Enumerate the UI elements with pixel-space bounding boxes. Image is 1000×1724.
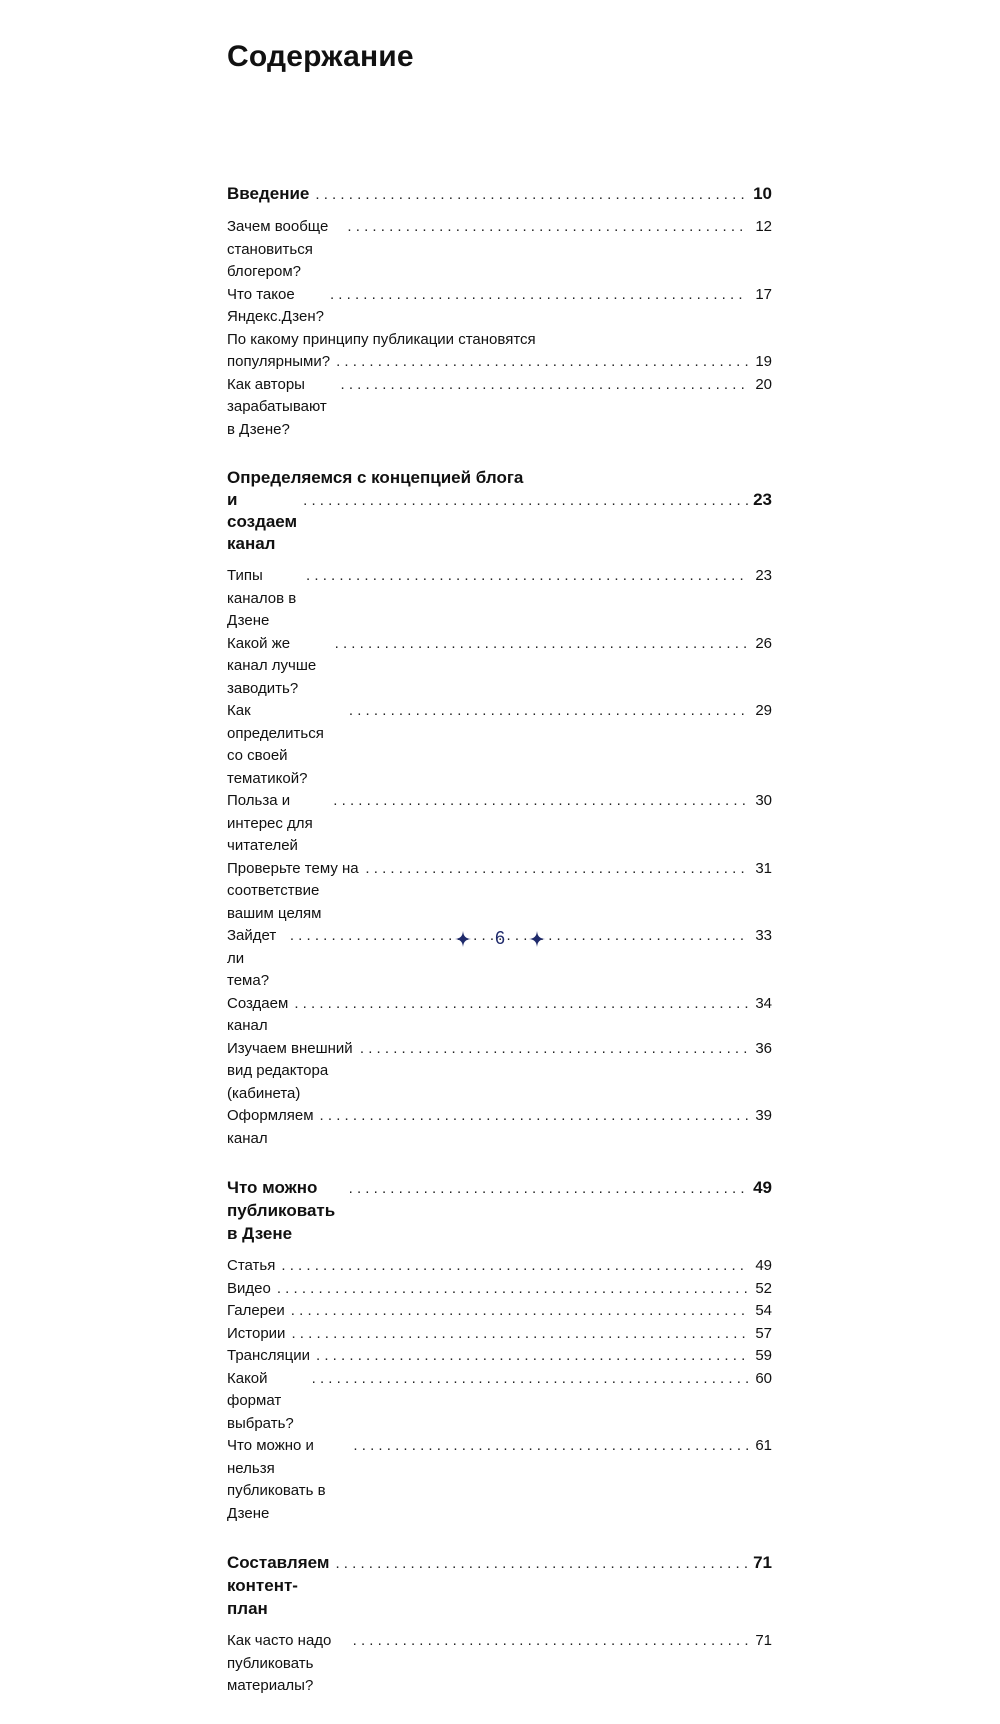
item-page: 19 (755, 353, 772, 370)
item-title: Типы каналов в Дзене (227, 567, 297, 629)
item-page: 52 (755, 1279, 772, 1297)
dot-leader (310, 1345, 748, 1368)
item-title: Какой же канал лучше заводить? (227, 634, 317, 697)
dot-leader (359, 858, 748, 881)
chapter-title-line (227, 489, 772, 555)
toc-item[interactable] (227, 633, 772, 701)
toc-item[interactable] (227, 1300, 772, 1323)
chapter-title: Определяемся с концепцией блога (227, 468, 524, 487)
item-page: 60 (755, 1369, 772, 1387)
dot-leader (285, 1323, 748, 1346)
toc-chapter[interactable] (227, 1176, 772, 1245)
toc-item[interactable] (227, 1368, 772, 1436)
toc-item[interactable] (227, 1435, 772, 1525)
chapter-title: и создаем канал (227, 490, 298, 553)
item-title: Как определиться со своей тематикой? (227, 702, 324, 787)
item-page: 12 (755, 218, 772, 235)
chapter-page: 10 (753, 184, 772, 203)
toc-section-content-plan (227, 1551, 772, 1698)
item-page: 61 (755, 1437, 772, 1454)
chapter-title-line (227, 467, 772, 489)
dot-leader (354, 1038, 748, 1061)
dot-leader (306, 1368, 748, 1391)
item-page: 26 (755, 634, 772, 652)
dot-leader (341, 216, 748, 239)
sparkle-icon (455, 931, 471, 947)
toc-item[interactable] (227, 1038, 772, 1106)
item-title: По какому принципу публикации становятся (227, 330, 536, 348)
toc-item[interactable] (227, 858, 772, 926)
page-footer (0, 928, 1000, 949)
item-title: Оформляем канал (227, 1107, 314, 1147)
toc-item[interactable] (227, 790, 772, 858)
toc-item[interactable] (227, 1105, 772, 1150)
toc-item[interactable] (227, 1323, 772, 1346)
item-title: Польза и интерес для читателей (227, 792, 313, 854)
dot-leader (309, 183, 748, 206)
dot-leader (329, 633, 748, 656)
item-title: Видео (227, 1279, 271, 1297)
item-title: Что такое Яндекс.Дзен? (227, 285, 324, 325)
dot-leader (285, 1300, 748, 1323)
item-page: 30 (755, 792, 772, 809)
toc-chapter[interactable] (227, 1551, 772, 1620)
dot-leader (329, 1552, 748, 1575)
item-title: Трансляции (227, 1347, 311, 1364)
item-page: 49 (755, 1257, 772, 1274)
toc-section-introduction (227, 182, 772, 441)
item-page: 71 (755, 1632, 772, 1649)
item-title: Статья (227, 1257, 276, 1274)
item-page: 20 (755, 375, 772, 393)
item-page: 17 (755, 285, 772, 303)
item-title: Галереи (227, 1302, 285, 1319)
item-page: 39 (755, 1107, 772, 1124)
toc-item[interactable] (227, 700, 772, 790)
item-page: 59 (755, 1347, 772, 1364)
item-title: популярными? (227, 353, 331, 370)
item-title: Как авторы зарабатывают в Дзене? (227, 375, 327, 438)
toc-item[interactable] (227, 993, 772, 1038)
item-page: 34 (755, 994, 772, 1012)
chapter-title: Составляем контент-план (227, 1553, 330, 1618)
toc-section-concept (227, 467, 772, 1150)
item-page: 31 (755, 859, 772, 877)
item-title-line (227, 329, 772, 352)
chapter-title: Что можно публиковать в Дзене (227, 1178, 336, 1243)
toc-item[interactable] (227, 1345, 772, 1368)
toc-item[interactable] (227, 1255, 772, 1278)
toc-item[interactable] (227, 329, 772, 374)
table-of-contents (227, 182, 772, 1724)
dot-leader (324, 284, 748, 307)
page-title: Содержание (227, 40, 414, 73)
item-title: Проверьте тему на соответствие вашим целям (227, 859, 359, 922)
item-title: Создаем канал (227, 994, 289, 1034)
item-page: 36 (755, 1039, 772, 1057)
sparkle-icon (529, 931, 545, 947)
dot-leader (343, 700, 748, 723)
item-title: Что можно и нельзя публиковать в Дзене (227, 1437, 326, 1522)
item-title-line (227, 351, 772, 374)
dot-leader (327, 790, 748, 813)
item-title: Зачем вообще становиться блогером? (227, 218, 329, 280)
toc-item[interactable] (227, 374, 772, 442)
dot-leader (288, 993, 748, 1016)
item-title: Какой формат выбрать? (227, 1369, 294, 1432)
chapter-title: Введение (227, 184, 310, 203)
chapter-page: 49 (753, 1178, 772, 1197)
toc-item[interactable] (227, 216, 772, 284)
item-page: 33 (755, 927, 772, 944)
toc-chapter[interactable] (227, 182, 772, 206)
dot-leader (330, 351, 748, 374)
item-page: 57 (755, 1324, 772, 1342)
item-page: 23 (755, 567, 772, 584)
dot-leader (314, 1105, 748, 1128)
chapter-page: 71 (753, 1553, 772, 1572)
item-title: Зайдет ли тема? (227, 927, 277, 989)
toc-item[interactable] (227, 284, 772, 329)
chapter-page: 23 (753, 490, 772, 509)
toc-item[interactable] (227, 1630, 772, 1698)
toc-item[interactable] (227, 1278, 772, 1301)
dot-leader (300, 565, 748, 588)
item-page: 54 (755, 1302, 772, 1319)
dot-leader (271, 1278, 748, 1301)
item-title: Истории (227, 1324, 286, 1342)
dot-leader (343, 1177, 748, 1200)
page-number: 6 (494, 928, 505, 948)
dot-leader (347, 1630, 748, 1653)
item-page: 29 (755, 702, 772, 719)
item-title: Изучаем внешний вид редактора (кабинета) (227, 1039, 353, 1102)
item-title: Как часто надо публиковать материалы? (227, 1632, 332, 1694)
dot-leader (335, 374, 748, 397)
dot-leader (347, 1435, 748, 1458)
dot-leader (275, 1255, 748, 1278)
dot-leader (297, 490, 748, 512)
toc-section-publishing (227, 1176, 772, 1525)
toc-chapter[interactable] (227, 467, 772, 555)
toc-item[interactable] (227, 565, 772, 633)
